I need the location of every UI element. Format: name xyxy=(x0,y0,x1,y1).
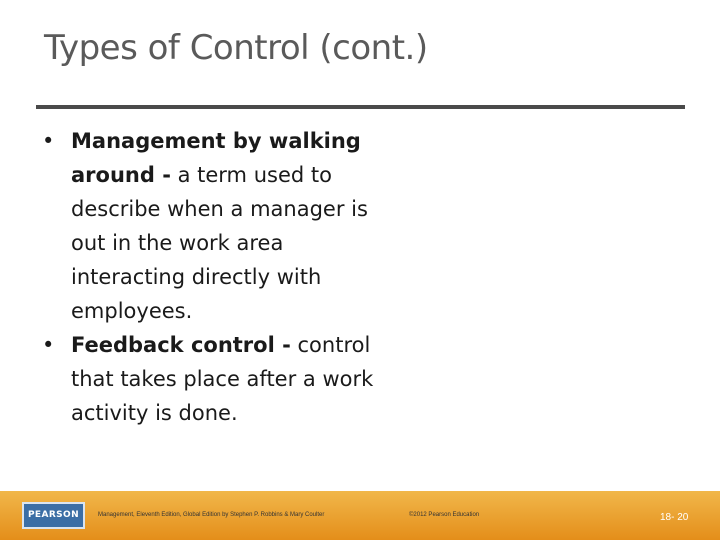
pearson-logo: PEARSON xyxy=(22,502,85,529)
slide-title: Types of Control (cont.) xyxy=(44,28,428,68)
slide-number: 18- 20 xyxy=(660,512,689,523)
bullet-list xyxy=(30,124,390,430)
bullet-item xyxy=(30,124,390,328)
bullet-marker: • xyxy=(42,333,55,357)
bullet-term: Feedback control - xyxy=(71,333,291,357)
footer-credit: Management, Eleventh Edition, Global Edition by Stephen P. Robbins & Mary Coulter xyxy=(98,512,325,518)
footer-copyright: ©2012 Pearson Education xyxy=(409,512,480,518)
title-divider xyxy=(36,105,685,109)
bullet-term: Management by walking around - xyxy=(71,129,361,187)
bullet-marker: • xyxy=(42,129,55,153)
bullet-definition: control that takes place after a work activity is done. xyxy=(71,333,374,425)
bullet-definition: a term used to describe when a manager is out in the work area interacting directly with employees. xyxy=(71,163,368,323)
bullet-item xyxy=(30,328,390,430)
